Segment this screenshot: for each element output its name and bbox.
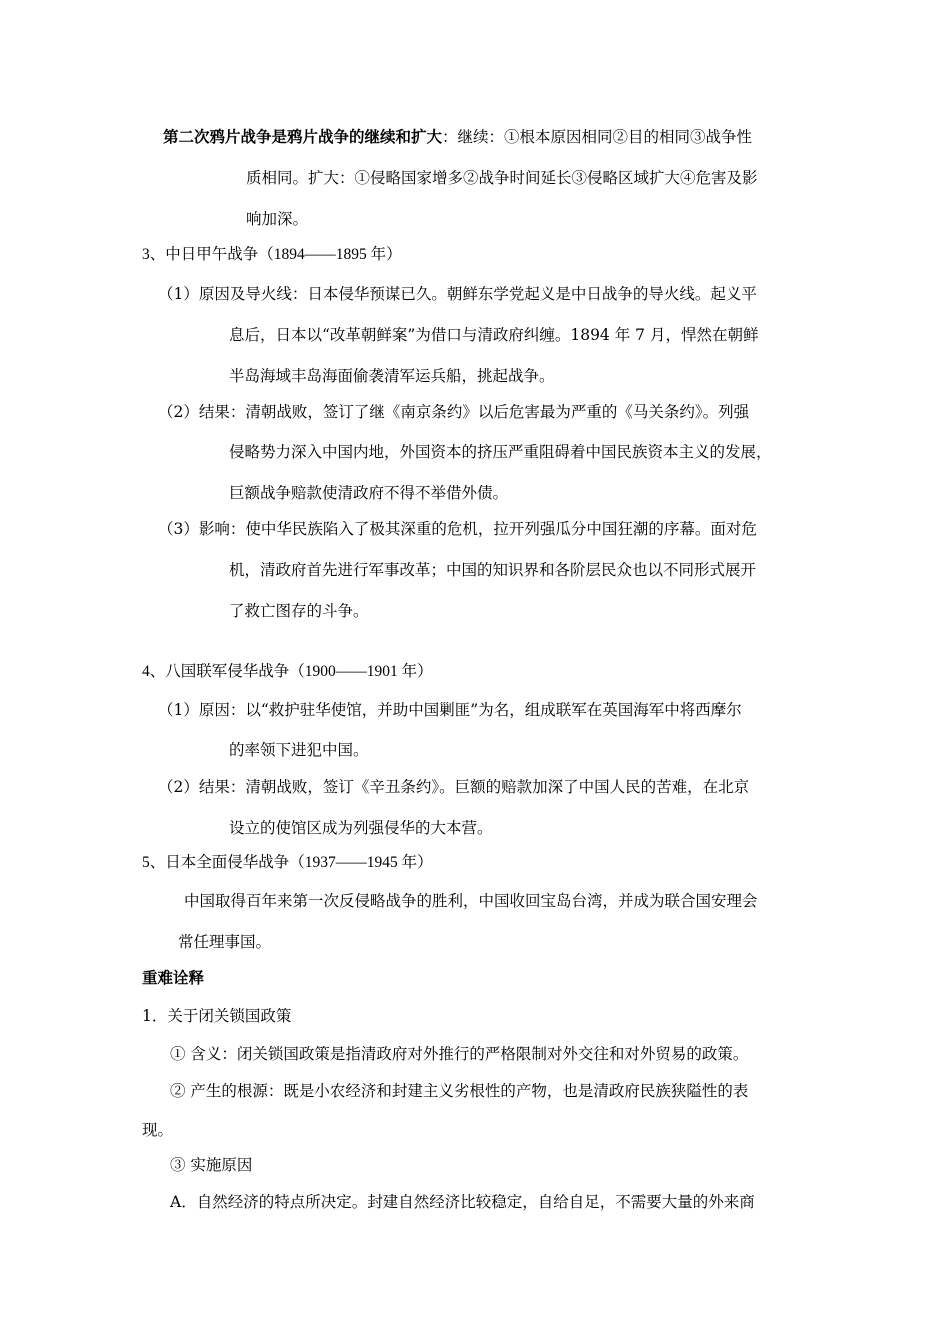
text-line: 常任理事国。 bbox=[178, 933, 272, 951]
text-line: 机，清政府首先进行军事改革；中国的知识界和各阶层民众也以不同形式展开 bbox=[229, 561, 757, 579]
text-line: （1）原因及导火线：日本侵华预谋已久。朝鲜东学党起义是中日战争的导火线。起义平 bbox=[158, 285, 757, 303]
text-line: 响加深。 bbox=[246, 210, 309, 228]
line-text: ：继续：①根本原因相同②目的相同③战争性 bbox=[442, 128, 753, 146]
text-line: （2）结果：清朝战败，签订《辛丑条约》。巨额的赔款加深了中国人民的苦难，在北京 bbox=[158, 778, 750, 796]
text-line: 1．关于闭关锁国政策 bbox=[142, 1007, 292, 1025]
section-heading: 3、中日甲午战争（1894——1895 年） bbox=[142, 246, 402, 263]
text-line: 半岛海域丰岛海面偷袭清军运兵船，挑起战争。 bbox=[229, 367, 555, 385]
text-line: ③ 实施原因 bbox=[170, 1156, 253, 1174]
section-heading: 4、八国联军侵华战争（1900——1901 年） bbox=[142, 663, 433, 680]
section-heading: 5、日本全面侵华战争（1937——1945 年） bbox=[142, 854, 433, 871]
text-line: 的率领下进犯中国。 bbox=[229, 741, 369, 759]
text-line: （3）影响：使中华民族陷入了极其深重的危机，拉开列强瓜分中国狂潮的序幕。面对危 bbox=[158, 520, 757, 538]
bold-phrase: 第二次鸦片战争是鸦片战争的继续和扩大 bbox=[163, 128, 443, 146]
text-line: ① 含义：闭关锁国政策是指清政府对外推行的严格限制对外交往和对外贸易的政策。 bbox=[170, 1045, 749, 1063]
text-line: 侵略势力深入中国内地，外国资本的挤压严重阻碍着中国民族资本主义的发展， bbox=[229, 443, 772, 461]
section-title: 重难诠释 bbox=[142, 969, 205, 987]
text-line: 巨额战争赔款使清政府不得不举借外债。 bbox=[229, 484, 509, 502]
text-line: 设立的使馆区成为列强侵华的大本营。 bbox=[229, 819, 493, 837]
text-line: 了救亡图存的斗争。 bbox=[229, 602, 369, 620]
text-line: 中国取得百年来第一次反侵略战争的胜利，中国收回宝岛台湾，并成为联合国安理会 bbox=[184, 892, 758, 910]
text-line: 现。 bbox=[142, 1121, 174, 1139]
text-line: 息后，日本以“改革朝鲜案”为借口与清政府纠缠。1894 年 7 月，悍然在朝鲜 bbox=[229, 326, 759, 344]
text-line: （2）结果：清朝战败，签订了继《南京条约》以后危害最为严重的《马关条约》。列强 bbox=[158, 403, 750, 421]
text-line: （1）原因：以“救护驻华使馆，并助中国剿匪”为名，组成联军在英国海军中将西摩尔 bbox=[158, 701, 742, 719]
text-line: A．自然经济的特点所决定。封建自然经济比较稳定，自给自足，不需要大量的外来商 bbox=[170, 1193, 755, 1211]
text-line: 质相同。扩大：①侵略国家增多②战争时间延长③侵略区域扩大④危害及影 bbox=[246, 169, 758, 187]
text-line: ② 产生的根源：既是小农经济和封建主义劣根性的产物，也是清政府民族狭隘性的表 bbox=[170, 1082, 749, 1100]
text-line bbox=[163, 127, 752, 147]
